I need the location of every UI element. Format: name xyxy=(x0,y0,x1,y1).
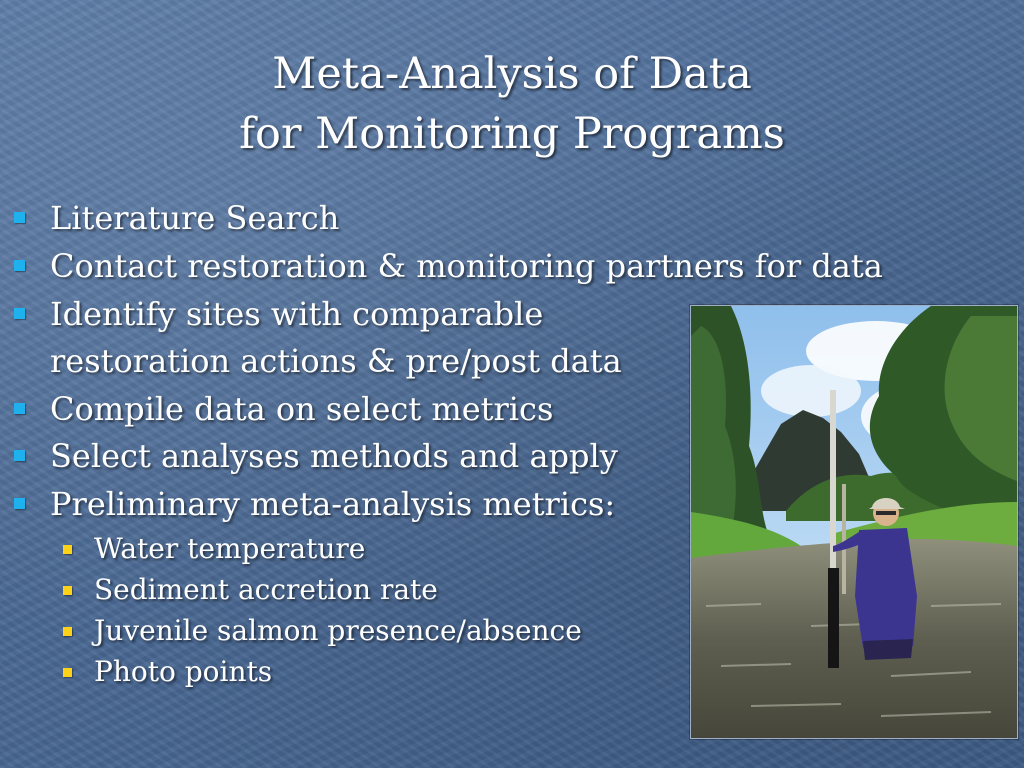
slide-title-line-1: Meta-Analysis of Data xyxy=(272,49,752,99)
square-bullet-icon xyxy=(63,627,72,636)
square-bullet-icon xyxy=(14,308,25,319)
bullet-text: Preliminary meta-analysis metrics: xyxy=(50,485,616,523)
square-bullet-icon xyxy=(14,212,25,223)
square-bullet-icon xyxy=(14,260,25,271)
person-sunglasses xyxy=(876,511,896,515)
photo-illustration xyxy=(691,306,1017,738)
sub-bullet-text: Juvenile salmon presence/absence xyxy=(94,614,582,647)
square-bullet-icon xyxy=(63,586,72,595)
square-bullet-icon xyxy=(14,450,25,461)
bullet-text: Literature Search xyxy=(50,199,340,237)
person-body xyxy=(855,528,917,648)
person-waders xyxy=(863,639,913,660)
bullet-text: Contact restoration & monitoring partners for data xyxy=(50,247,883,285)
square-bullet-icon xyxy=(14,498,25,509)
sub-bullet-text: Water temperature xyxy=(94,532,366,565)
square-bullet-icon xyxy=(14,403,25,414)
survey-pole xyxy=(830,390,836,570)
bullet-text: restoration actions & pre/post data xyxy=(50,342,622,380)
staff-gauge xyxy=(842,484,846,594)
sub-bullet-text: Photo points xyxy=(94,655,273,688)
river-water xyxy=(691,539,1017,738)
bullet-text: Select analyses methods and apply xyxy=(50,437,618,475)
slide-title-line-2: for Monitoring Programs xyxy=(239,109,785,159)
square-bullet-icon xyxy=(63,545,72,554)
river-monitoring-photo xyxy=(690,305,1018,739)
cloud xyxy=(761,365,861,417)
sub-bullet-text: Sediment accretion rate xyxy=(94,573,438,606)
square-bullet-icon xyxy=(63,668,72,677)
bullet-text: Compile data on select metrics xyxy=(50,390,554,428)
sediment-sampler xyxy=(828,568,839,668)
bullet-text: Identify sites with comparable xyxy=(50,295,544,333)
